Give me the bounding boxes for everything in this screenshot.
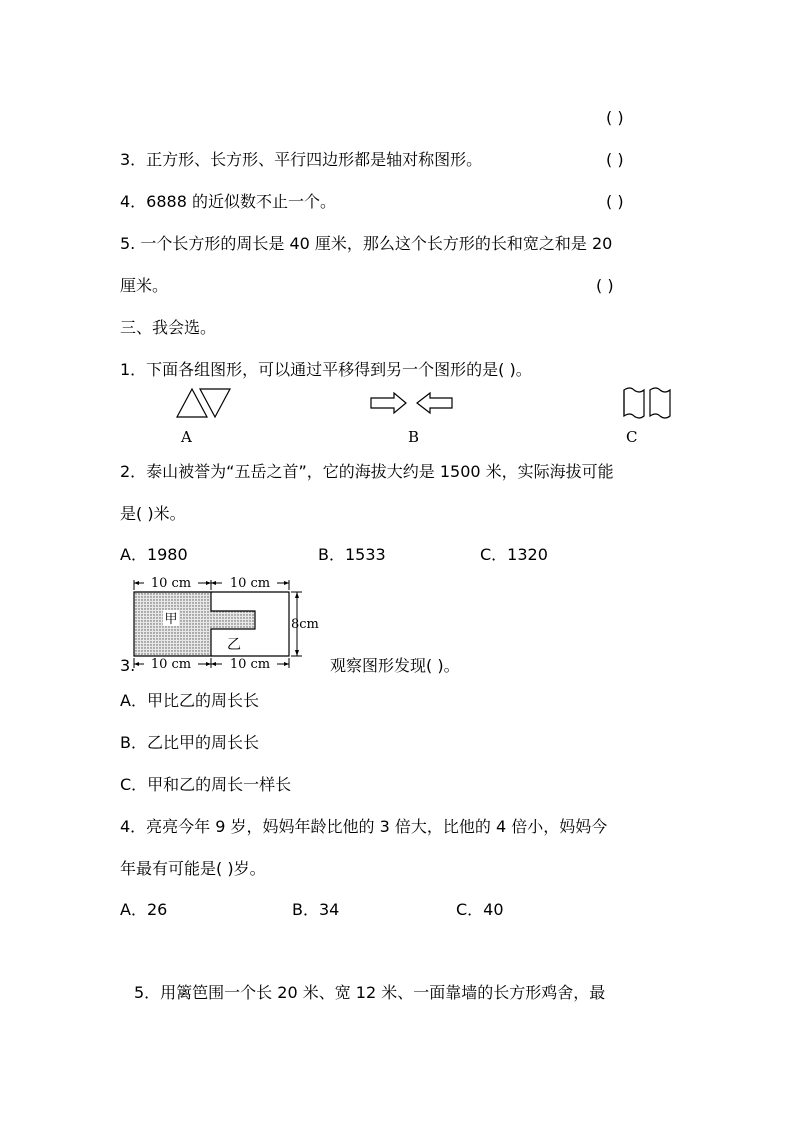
yi-label: 乙: [227, 637, 241, 653]
judge-item-5-line1: 5. 一个长方形的周长是 40 厘米，那么这个长方形的长和宽之和是 20: [120, 234, 613, 253]
q2-option-a[interactable]: A．1980: [120, 545, 188, 564]
down-triangle-figure: [198, 388, 238, 418]
q4-option-b[interactable]: B．34: [292, 900, 340, 919]
question-3-number: 3.: [120, 656, 136, 675]
book-shape-2: [650, 388, 670, 418]
bottom-right-dimension: 10 cm: [229, 657, 271, 672]
item5-answer-blank[interactable]: ( ): [596, 276, 614, 295]
q4-option-c[interactable]: C．40: [456, 900, 504, 919]
top-left-dimension: 10 cm: [150, 576, 192, 591]
question-2-line2: 是( )米。: [120, 504, 186, 523]
question-2-line1: 2．泰山被誉为“五岳之首”，它的海拔大约是 1500 米，实际海拔可能: [120, 462, 614, 481]
question-4-line1: 4．亮亮今年 9 岁，妈妈年龄比他的 3 倍大，比他的 4 倍小，妈妈今: [120, 817, 608, 836]
item2-answer-blank[interactable]: ( ): [606, 108, 624, 127]
question-5-line1: 5．用篱笆围一个长 20 米、宽 12 米、一面靠墙的长方形鸡舍，最: [134, 983, 606, 1002]
item3-answer-blank[interactable]: ( ): [606, 150, 624, 169]
perimeter-figure: [120, 572, 330, 672]
book-shape-1: [624, 388, 644, 418]
right-arrow: [371, 393, 406, 413]
section-title: 三、我会选。: [120, 318, 217, 337]
judge-item-5-line2: 厘米。: [120, 276, 169, 295]
bottom-left-dimension: 10 cm: [150, 657, 192, 672]
top-right-dimension: 10 cm: [229, 576, 271, 591]
judge-item-4: 4．6888 的近似数不止一个。: [120, 192, 336, 211]
item4-answer-blank[interactable]: ( ): [606, 192, 624, 211]
jia-label: 甲: [164, 612, 178, 627]
book-shapes-figure: [622, 386, 674, 420]
left-arrow: [417, 393, 452, 413]
height-dimension: 8cm: [291, 617, 319, 632]
q2-option-b[interactable]: B．1533: [318, 545, 386, 564]
q4-option-a[interactable]: A．26: [120, 900, 168, 919]
question-1: 1．下面各组图形，可以通过平移得到另一个图形的是( )。: [120, 360, 532, 379]
option-b-label: B: [408, 428, 420, 446]
question-4-line2: 年最有可能是( )岁。: [120, 859, 266, 878]
judge-item-3: 3．正方形、长方形、平行四边形都是轴对称图形。: [120, 150, 483, 169]
q3-option-a[interactable]: A．甲比乙的周长长: [120, 691, 259, 710]
option-a-label: A: [181, 428, 192, 446]
question-3: 观察图形发现( )。: [330, 656, 460, 675]
q2-option-c[interactable]: C．1320: [480, 545, 548, 564]
q3-option-b[interactable]: B．乙比甲的周长长: [120, 733, 259, 752]
down-triangle: [200, 389, 230, 417]
option-c-label: C: [626, 428, 638, 446]
arrows-figure: [370, 392, 460, 416]
q3-option-c[interactable]: C．甲和乙的周长一样长: [120, 775, 292, 794]
